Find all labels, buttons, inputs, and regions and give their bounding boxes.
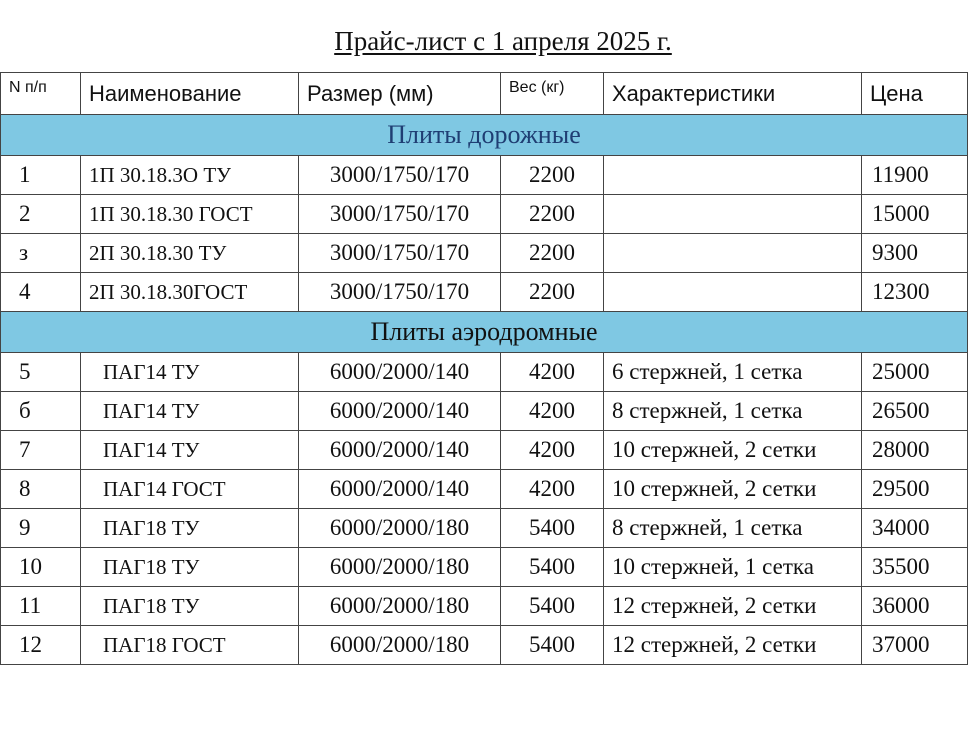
row-num: 10 [1, 548, 81, 587]
table-row [1, 470, 968, 509]
table-row [1, 431, 968, 470]
section-row-airfield-slabs [1, 312, 968, 353]
row-size: 3000/1750/170 [299, 156, 501, 195]
table-row [1, 509, 968, 548]
section-title: Плиты аэродромные [1, 312, 968, 353]
row-size: 6000/2000/180 [299, 626, 501, 665]
row-size: 3000/1750/170 [299, 234, 501, 273]
table-row [1, 156, 968, 195]
row-price: 25000 [862, 353, 968, 392]
row-weight: 4200 [501, 353, 604, 392]
row-size: 6000/2000/140 [299, 470, 501, 509]
row-price: 35500 [862, 548, 968, 587]
row-price: 36000 [862, 587, 968, 626]
row-name: 2П 30.18.30 ТУ [81, 234, 299, 273]
table-row [1, 195, 968, 234]
table-row [1, 626, 968, 665]
row-price: 34000 [862, 509, 968, 548]
table-row [1, 392, 968, 431]
header-num: N п/п [1, 73, 81, 115]
row-specs: 6 стержней, 1 сетка [604, 353, 862, 392]
table-row [1, 548, 968, 587]
table-row [1, 234, 968, 273]
row-weight: 2200 [501, 195, 604, 234]
row-size: 6000/2000/180 [299, 509, 501, 548]
row-num: 5 [1, 353, 81, 392]
row-weight: 2200 [501, 156, 604, 195]
row-name: ПАГ14 ГОСТ [81, 470, 299, 509]
row-name: 2П 30.18.30ГОСТ [81, 273, 299, 312]
row-num: 12 [1, 626, 81, 665]
row-price: 26500 [862, 392, 968, 431]
row-specs: 10 стержней, 2 сетки [604, 431, 862, 470]
table-row [1, 273, 968, 312]
row-price: 29500 [862, 470, 968, 509]
row-num: 7 [1, 431, 81, 470]
header-row [1, 73, 968, 115]
header-specs: Характеристики [604, 73, 862, 115]
row-weight: 5400 [501, 626, 604, 665]
row-specs: 8 стержней, 1 сетка [604, 509, 862, 548]
row-price: 15000 [862, 195, 968, 234]
row-specs: 10 стержней, 1 сетка [604, 548, 862, 587]
row-specs [604, 195, 862, 234]
row-specs: 12 стержней, 2 сетки [604, 626, 862, 665]
row-price: 28000 [862, 431, 968, 470]
row-weight: 4200 [501, 431, 604, 470]
header-size: Размер (мм) [299, 73, 501, 115]
row-name: ПАГ18 ТУ [81, 548, 299, 587]
row-num: 11 [1, 587, 81, 626]
row-weight: 5400 [501, 548, 604, 587]
row-price: 37000 [862, 626, 968, 665]
row-specs [604, 273, 862, 312]
row-size: 6000/2000/140 [299, 353, 501, 392]
row-price: 9300 [862, 234, 968, 273]
row-name: ПАГ14 ТУ [81, 431, 299, 470]
row-weight: 2200 [501, 273, 604, 312]
row-specs: 12 стержней, 2 сетки [604, 587, 862, 626]
price-table [0, 72, 968, 665]
row-weight: 4200 [501, 392, 604, 431]
row-num: 1 [1, 156, 81, 195]
row-size: 6000/2000/180 [299, 548, 501, 587]
row-weight: 2200 [501, 234, 604, 273]
row-weight: 5400 [501, 509, 604, 548]
row-size: 6000/2000/180 [299, 587, 501, 626]
row-num: б [1, 392, 81, 431]
row-num: 4 [1, 273, 81, 312]
row-size: 3000/1750/170 [299, 273, 501, 312]
table-row [1, 353, 968, 392]
row-name: ПАГ14 ТУ [81, 392, 299, 431]
row-specs: 10 стержней, 2 сетки [604, 470, 862, 509]
row-name: ПАГ18 ТУ [81, 509, 299, 548]
row-name: ПАГ14 ТУ [81, 353, 299, 392]
table-row [1, 587, 968, 626]
header-price: Цена [862, 73, 968, 115]
row-size: 6000/2000/140 [299, 392, 501, 431]
row-weight: 5400 [501, 587, 604, 626]
row-weight: 4200 [501, 470, 604, 509]
row-price: 11900 [862, 156, 968, 195]
row-name: ПАГ18 ГОСТ [81, 626, 299, 665]
row-specs [604, 234, 862, 273]
row-num: 9 [1, 509, 81, 548]
row-name: ПАГ18 ТУ [81, 587, 299, 626]
row-size: 3000/1750/170 [299, 195, 501, 234]
row-num: 2 [1, 195, 81, 234]
header-name: Наименование [81, 73, 299, 115]
row-name: 1П 30.18.30 ГОСТ [81, 195, 299, 234]
row-size: 6000/2000/140 [299, 431, 501, 470]
header-weight: Вес (кг) [501, 73, 604, 115]
row-specs [604, 156, 862, 195]
row-num: 8 [1, 470, 81, 509]
page-title: Прайс-лист с 1 апреля 2025 г. [334, 26, 672, 56]
row-price: 12300 [862, 273, 968, 312]
section-title: Плиты дорожные [1, 115, 968, 156]
section-row-road-slabs [1, 115, 968, 156]
row-num: з [1, 234, 81, 273]
row-name: 1П 30.18.3О ТУ [81, 156, 299, 195]
row-specs: 8 стержней, 1 сетка [604, 392, 862, 431]
